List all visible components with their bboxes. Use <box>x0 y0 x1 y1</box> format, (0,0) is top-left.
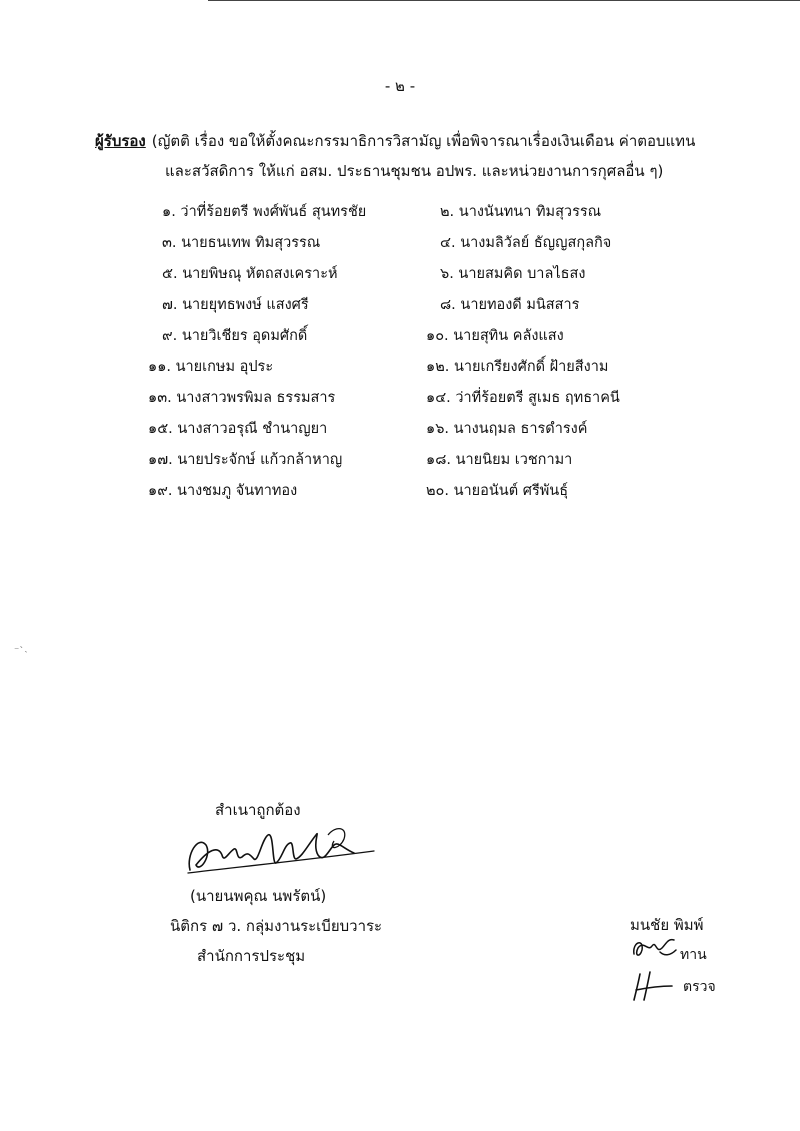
list-item: ๑๔. ว่าที่ร้อยตรี สูเมธ ฤทธาคนี <box>426 390 620 406</box>
list-item: ๑๕. นางสาวอรุณี ชำนาญยา <box>148 421 328 437</box>
certifiers-heading: ผู้รับรอง <box>95 132 146 150</box>
check-label: ตรวจ <box>683 979 716 995</box>
list-item: ๑๐. นายสุทิน คลังแสง <box>426 328 564 344</box>
review-label: ทาน <box>680 947 707 963</box>
motion-title-line2: และสวัสดิการ ให้แก่ อสม. ประธานชุมชน อปพร. และหน่วยงานการกุศลอื่น ๆ) <box>165 162 664 180</box>
motion-title-line1: (ญัตติ เรื่อง ขอให้ตั้งคณะกรรมาธิการวิสามัญ เพื่อพิจารณาเรื่องเงินเดือน ค่าตอบแทน <box>151 132 696 150</box>
list-item: ๑๖. นางนฤมล ธารดำรงค์ <box>426 421 588 437</box>
list-item: ๑๗. นายประจักษ์ แก้วกล้าหาญ <box>148 452 343 468</box>
signer-office: สำนักการประชุม <box>197 947 306 965</box>
list-item: ๒๐. นายอนันต์ ศรีพันธุ์ <box>426 483 569 499</box>
signature-image <box>178 815 378 885</box>
reviewer-initials-image <box>630 934 678 962</box>
certified-copy-title: สำเนาถูกต้อง <box>215 801 301 819</box>
list-item: ๒. นางนันทนา ทิมสุวรรณ <box>440 204 602 220</box>
list-item: ๙. นายวิเชียร อุดมศักดิ์ <box>162 328 308 344</box>
list-item: ๑๘. นายนิยม เวชกามา <box>426 452 573 468</box>
list-item: ๑๒. นายเกรียงศักดิ์ ฝ้ายสีงาม <box>426 359 609 375</box>
list-item: ๕. นายพิษณุ หัตถสงเคราะห์ <box>162 266 338 282</box>
list-item: ๑๓. นางสาวพรพิมล ธรรมสาร <box>148 390 336 406</box>
list-item: ๑๑. นายเกษม อุประ <box>148 359 274 375</box>
list-item: ๔. นางมลิวัลย์ ธัญญสกุลกิจ <box>440 235 612 251</box>
signer-position: นิติกร ๗ ว. กลุ่มงานระเบียบวาระ <box>170 917 383 935</box>
typist-name: มนชัย พิมพ์ <box>630 916 704 934</box>
list-item: ๑. ว่าที่ร้อยตรี พงศ์พันธ์ สุนทรชัย <box>162 204 367 220</box>
certifiers-paragraph <box>95 126 695 186</box>
signer-name: (นายนพคุณ นพรัตน์) <box>190 887 327 905</box>
scan-speck: ⁻ˋ˴ <box>14 646 28 657</box>
list-item: ๘. นายทองดี มนิสสาร <box>440 297 580 313</box>
page-number: - ๒ - <box>384 77 416 95</box>
top-border-line <box>208 0 800 1</box>
list-item: ๖. นายสมคิด บาลไธสง <box>440 266 586 282</box>
list-item: ๗. นายยุทธพงษ์ แสงศรี <box>162 297 309 313</box>
list-item: ๑๙. นางชมภู จันทาทอง <box>148 483 298 499</box>
checker-initials-image <box>632 970 676 1002</box>
list-item: ๓. นายธนเทพ ทิมสุวรรณ <box>162 235 321 251</box>
